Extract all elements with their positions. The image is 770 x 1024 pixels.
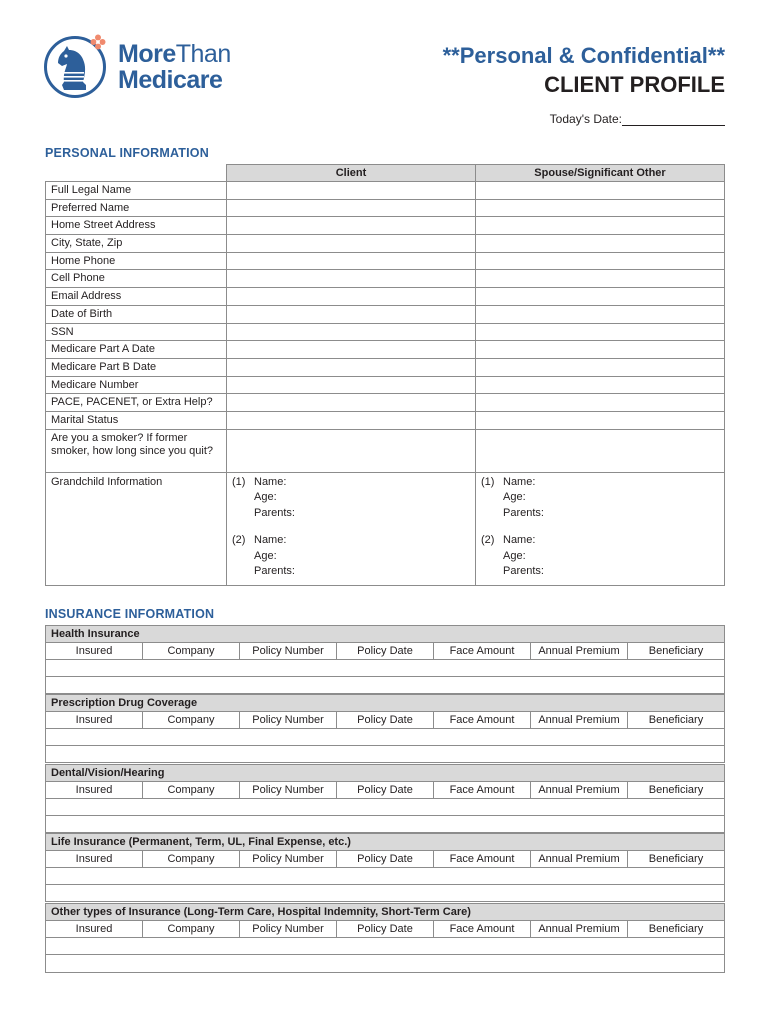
row-label-marital-status: Marital Status (46, 411, 227, 429)
table-corner (46, 165, 227, 182)
row-label-grandchild: Grandchild Information (46, 472, 227, 585)
insurance-section-title: Life Insurance (Permanent, Term, UL, Final Expense, etc.) (46, 834, 724, 851)
grandchild-parents-label: Parents: (254, 565, 295, 578)
insurance-entry-row[interactable] (46, 885, 724, 902)
row-label-smoker: Are you a smoker? If former smoker, how long since you quit? (46, 429, 227, 472)
row-label-home-phone: Home Phone (46, 252, 227, 270)
grandchild-name-label: Name: (254, 475, 287, 488)
insurance-col-header: Company (143, 921, 240, 937)
insurance-col-header: Policy Number (240, 851, 337, 867)
insurance-col-header: Face Amount (434, 851, 531, 867)
insurance-col-header: Policy Number (240, 712, 337, 728)
insurance-col-header: Face Amount (434, 782, 531, 798)
spouse-medicare-part-a-date-cell[interactable] (476, 341, 725, 359)
insurance-section-title: Prescription Drug Coverage (46, 695, 724, 712)
insurance-col-header: Policy Number (240, 643, 337, 659)
col-client: Client (227, 165, 476, 182)
spouse-grandchild-cell[interactable] (476, 472, 725, 585)
client-date-of-birth-cell[interactable] (227, 305, 476, 323)
grandchild-parents-label: Parents: (503, 506, 544, 519)
grandchild-block (232, 533, 470, 580)
grandchild-number: (1) (481, 475, 495, 488)
table-row (46, 199, 725, 217)
row-label-preferred-name: Preferred Name (46, 199, 227, 217)
grandchild-parents-label: Parents: (254, 506, 295, 519)
table-row (46, 341, 725, 359)
insurance-col-header: Annual Premium (531, 782, 628, 798)
insurance-section (45, 764, 725, 833)
todays-date-label: Today's Date: (549, 112, 622, 126)
spouse-home-phone-cell[interactable] (476, 252, 725, 270)
insurance-col-header: Policy Date (337, 712, 434, 728)
insurance-col-header: Annual Premium (531, 851, 628, 867)
spouse-home-street-address-cell[interactable] (476, 217, 725, 235)
insurance-col-header: Policy Date (337, 851, 434, 867)
insurance-column-headers (46, 643, 724, 660)
table-row (46, 323, 725, 341)
insurance-entry-row[interactable] (46, 868, 724, 885)
row-label-date-of-birth: Date of Birth (46, 305, 227, 323)
todays-date-input-line[interactable] (622, 114, 725, 126)
client-marital-status-cell[interactable] (227, 411, 476, 429)
spouse-email-address-cell[interactable] (476, 288, 725, 306)
insurance-entry-row[interactable] (46, 677, 724, 694)
client-cell-phone-cell[interactable] (227, 270, 476, 288)
insurance-col-header: Beneficiary (648, 922, 704, 935)
table-row (46, 288, 725, 306)
table-row (46, 376, 725, 394)
spouse-marital-status-cell[interactable] (476, 411, 725, 429)
brand-medicare: Medicare (118, 66, 223, 94)
table-row (46, 411, 725, 429)
table-row (46, 305, 725, 323)
insurance-col-header: Policy Date (337, 782, 434, 798)
insurance-col-header: Insured (46, 643, 143, 659)
brand-logo (44, 36, 264, 106)
insurance-column-headers (46, 921, 724, 938)
insurance-column-headers (46, 782, 724, 799)
client-ssn-cell[interactable] (227, 323, 476, 341)
col-spouse: Spouse/Significant Other (476, 165, 725, 182)
insurance-entry-row[interactable] (46, 816, 724, 833)
spouse-ssn-cell[interactable] (476, 323, 725, 341)
grandchild-block (232, 475, 470, 522)
insurance-col-header: Company (143, 643, 240, 659)
grandchild-name-label: Name: (503, 475, 536, 488)
grandchild-number: (2) (232, 534, 246, 547)
insurance-col-header: Insured (46, 921, 143, 937)
insurance-col-header: Company (143, 712, 240, 728)
row-label-medicare-part-b-date: Medicare Part B Date (46, 358, 227, 376)
spouse-full-legal-name-cell[interactable] (476, 182, 725, 200)
confidential-banner: **Personal & Confidential** (442, 43, 725, 68)
row-label-pace-pacenet-or-extra-help: PACE, PACENET, or Extra Help? (46, 394, 227, 412)
spouse-medicare-part-b-date-cell[interactable] (476, 358, 725, 376)
insurance-col-header: Annual Premium (531, 643, 628, 659)
insurance-col-header: Insured (46, 712, 143, 728)
row-label-full-legal-name: Full Legal Name (46, 182, 227, 200)
insurance-col-header: Policy Date (337, 643, 434, 659)
spouse-smoker-cell[interactable] (476, 429, 725, 472)
row-label-email-address: Email Address (46, 288, 227, 306)
grandchild-age-label: Age: (503, 549, 526, 562)
row-label-ssn: SSN (46, 323, 227, 341)
personal-info-table (45, 164, 725, 586)
header-titles (443, 42, 725, 100)
insurance-col-header: Insured (46, 851, 143, 867)
client-city-state-zip-cell[interactable] (227, 235, 476, 253)
row-label-cell-phone: Cell Phone (46, 270, 227, 288)
insurance-section-title: Dental/Vision/Hearing (46, 765, 724, 782)
grandchild-parents-label: Parents: (503, 565, 544, 578)
insurance-entry-row[interactable] (46, 746, 724, 763)
insurance-info-heading: INSURANCE INFORMATION (45, 607, 215, 621)
grandchild-age-label: Age: (254, 491, 277, 504)
brand-more: More (118, 40, 176, 68)
client-grandchild-cell[interactable] (227, 472, 476, 585)
row-label-medicare-part-a-date: Medicare Part A Date (46, 341, 227, 359)
grandchild-name-label: Name: (254, 534, 287, 547)
table-row (46, 358, 725, 376)
client-medicare-part-b-date-cell[interactable] (227, 358, 476, 376)
insurance-entry-row[interactable] (46, 938, 724, 955)
insurance-entry-row[interactable] (46, 729, 724, 746)
insurance-col-header: Annual Premium (531, 712, 628, 728)
table-row (46, 394, 725, 412)
insurance-section (45, 833, 725, 902)
row-label-home-street-address: Home Street Address (46, 217, 227, 235)
client-full-legal-name-cell[interactable] (227, 182, 476, 200)
row-label-city-state-zip: City, State, Zip (46, 235, 227, 253)
insurance-col-header: Company (143, 782, 240, 798)
client-preferred-name-cell[interactable] (227, 199, 476, 217)
client-home-phone-cell[interactable] (227, 252, 476, 270)
spouse-city-state-zip-cell[interactable] (476, 235, 725, 253)
todays-date-field[interactable] (550, 112, 725, 126)
insurance-col-header: Face Amount (434, 921, 531, 937)
insurance-col-header: Policy Date (337, 921, 434, 937)
table-row (46, 429, 725, 472)
insurance-col-header: Beneficiary (648, 645, 704, 657)
table-row (46, 270, 725, 288)
grandchild-number: (2) (481, 534, 495, 547)
spouse-cell-phone-cell[interactable] (476, 270, 725, 288)
insurance-col-header: Beneficiary (648, 714, 704, 727)
client-smoker-cell[interactable] (227, 429, 476, 472)
client-email-address-cell[interactable] (227, 288, 476, 306)
insurance-section-title: Health Insurance (46, 626, 724, 643)
insurance-entry-row[interactable] (46, 955, 724, 972)
grandchild-block (481, 533, 719, 580)
insurance-col-header: Annual Premium (531, 921, 628, 937)
table-row (46, 252, 725, 270)
grandchild-block (481, 475, 719, 522)
page-title: CLIENT PROFILE (544, 72, 725, 97)
insurance-col-header: Beneficiary (648, 783, 704, 796)
grandchild-age-label: Age: (254, 549, 277, 562)
row-label-medicare-number: Medicare Number (46, 376, 227, 394)
insurance-col-header: Policy Number (240, 921, 337, 937)
grandchild-number: (1) (232, 475, 246, 488)
insurance-column-headers (46, 712, 724, 729)
spouse-pace-pacenet-or-extra-help-cell[interactable] (476, 394, 725, 412)
spouse-preferred-name-cell[interactable] (476, 199, 725, 217)
table-row (46, 217, 725, 235)
table-row (46, 472, 725, 585)
brand-name (118, 41, 231, 93)
spouse-medicare-number-cell[interactable] (476, 376, 725, 394)
client-home-street-address-cell[interactable] (227, 217, 476, 235)
insurance-section (45, 694, 725, 763)
insurance-entry-row[interactable] (46, 660, 724, 677)
insurance-entry-row[interactable] (46, 799, 724, 816)
insurance-col-header: Face Amount (434, 643, 531, 659)
insurance-col-header: Beneficiary (648, 853, 704, 866)
insurance-col-header: Company (143, 851, 240, 867)
insurance-section (45, 903, 725, 973)
insurance-col-header: Insured (46, 782, 143, 798)
insurance-col-header: Face Amount (434, 712, 531, 728)
insurance-section-title: Other types of Insurance (Long-Term Care, Hospital Indemnity, Short-Term Care) (46, 904, 724, 921)
client-medicare-part-a-date-cell[interactable] (227, 341, 476, 359)
spouse-date-of-birth-cell[interactable] (476, 305, 725, 323)
grandchild-name-label: Name: (503, 534, 536, 547)
flower-icon (90, 34, 106, 50)
table-row (46, 182, 725, 200)
insurance-section (45, 625, 725, 694)
client-pace-pacenet-or-extra-help-cell[interactable] (227, 394, 476, 412)
table-row (46, 235, 725, 253)
grandchild-age-label: Age: (503, 491, 526, 504)
insurance-column-headers (46, 851, 724, 868)
brand-than: Than (175, 40, 231, 68)
insurance-col-header: Policy Number (240, 782, 337, 798)
personal-info-heading: PERSONAL INFORMATION (45, 146, 209, 160)
client-medicare-number-cell[interactable] (227, 376, 476, 394)
